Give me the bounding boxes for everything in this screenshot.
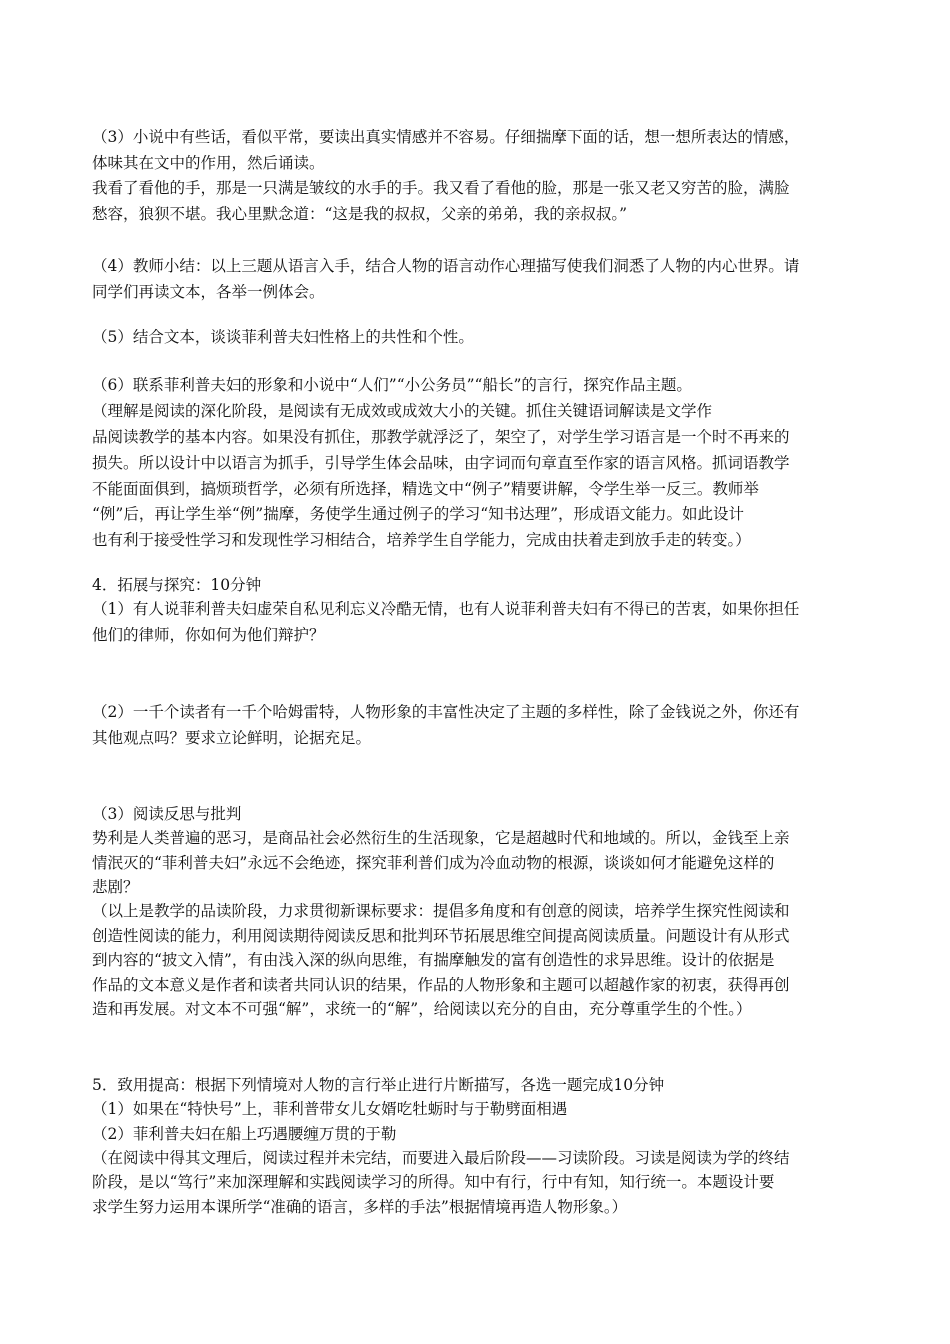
text-line: （2）菲利普夫妇在船上巧遇腰缠万贯的于勒 [92, 1125, 397, 1143]
text-line: 他们的律师，你如何为他们辩护？ [92, 626, 325, 644]
text-line: 阶段，是以“笃行”来加深理解和实践阅读学习的所得。知中有行，行中有知，知行统一。本题设计要 [92, 1173, 775, 1191]
text-line: 品阅读教学的基本内容。如果没有抓住，那教学就浮泛了，架空了，对学生学习语言是一个时不再来的 [92, 428, 790, 446]
text-line: （理解是阅读的深化阶段，是阅读有无成效或成效大小的关键。抓住关键语词解读是文学作 [92, 402, 713, 420]
text-line: 情泯灭的“菲利普夫妇”永远不会绝迹，探究菲利普们成为冷血动物的根源，谈谈如何才能避免这样的 [92, 854, 775, 872]
text-line: 求学生努力运用本课所学“准确的语言，多样的手法”根据情境再造人物形象。） [92, 1198, 628, 1216]
text-line: （1）有人说菲利普夫妇虚荣自私见利忘义冷酷无情，也有人说菲利普夫妇有不得已的苦衷，如果你担任 [92, 600, 800, 618]
text-line: 悲剧？ [92, 878, 139, 896]
text-line: 损失。所以设计中以语言为抓手，引导学生体会品味，由字词而句章直至作家的语言风格。抓词语教学 [92, 454, 790, 472]
text-line: 造和再发展。对文本不可强“解”，求统一的“解”，给阅读以充分的自由，充分尊重学生的个性。） [92, 1000, 752, 1018]
text-line: （3）阅读反思与批判 [92, 805, 242, 823]
text-line: （在阅读中得其文理后，阅读过程并未完结，而要进入最后阶段——习读阶段。习读是阅读为学的终结 [92, 1149, 790, 1167]
text-line: （6）联系菲利普夫妇的形象和小说中“人们”“小公务员”“船长”的言行，探究作品主题。 [92, 376, 692, 394]
text-line: 也有利于接受性学习和发现性学习相结合，培养学生自学能力，完成由扶着走到放手走的转变。） [92, 531, 751, 549]
text-line: 作品的文本意义是作者和读者共同认识的结果，作品的人物形象和主题可以超越作家的初衷，获得再创 [92, 976, 790, 994]
section-heading: 4．拓展与探究：10分钟 [92, 576, 262, 594]
text-line: 势利是人类普遍的恶习，是商品社会必然衍生的生活现象，它是超越时代和地域的。所以，金钱至上亲 [92, 829, 790, 847]
text-line: 到内容的“披文入情”，有由浅入深的纵向思维，有揣摩触发的富有创造性的求异思维。设计的依据是 [92, 951, 775, 969]
text-line: 其他观点吗？要求立论鲜明，论据充足。 [92, 729, 372, 747]
text-line: 同学们再读文本，各举一例体会。 [92, 283, 325, 301]
text-line: （以上是教学的品读阶段，力求贯彻新课标要求：提倡多角度和有创意的阅读，培养学生探究性阅读和 [92, 902, 790, 920]
text-line: “例”后，再让学生举“例”揣摩，务使学生通过例子的学习“知书达理”，形成语文能力。如此设计 [92, 505, 745, 523]
text-line: （3）小说中有些话，看似平常，要读出真实情感并不容易。仔细揣摩下面的话，想一想所表达的情感， [92, 128, 800, 146]
text-line: （5）结合文本，谈谈菲利普夫妇性格上的共性和个性。 [92, 328, 474, 346]
text-line: 愁容，狼狈不堪。我心里默念道：“这是我的叔叔，父亲的弟弟，我的亲叔叔。” [92, 205, 628, 223]
text-line: 创造性阅读的能力，利用阅读期待阅读反思和批判环节拓展思维空间提高阅读质量。问题设计有从形式 [92, 927, 790, 945]
text-line: 我看了看他的手，那是一只满是皱纹的水手的手。我又看了看他的脸，那是一张又老又穷苦的脸，满脸 [92, 179, 790, 197]
text-line: （4）教师小结：以上三题从语言入手，结合人物的语言动作心理描写使我们洞悉了人物的内心世界。请 [92, 257, 800, 275]
text-line: （2）一千个读者有一千个哈姆雷特，人物形象的丰富性决定了主题的多样性，除了金钱说之外，你还有 [92, 703, 800, 721]
section-heading: 5．致用提高：根据下列情境对人物的言行举止进行片断描写，各选一题完成10分钟 [92, 1076, 665, 1094]
text-line: （1）如果在“特快号”上，菲利普带女儿女婿吃牡蛎时与于勒劈面相遇 [92, 1100, 568, 1118]
text-line: 体味其在文中的作用，然后诵读。 [92, 154, 325, 172]
text-line: 不能面面俱到，搞烦琐哲学，必须有所选择，精选文中“例子”精要讲解，令学生举一反三。教师举 [92, 480, 759, 498]
